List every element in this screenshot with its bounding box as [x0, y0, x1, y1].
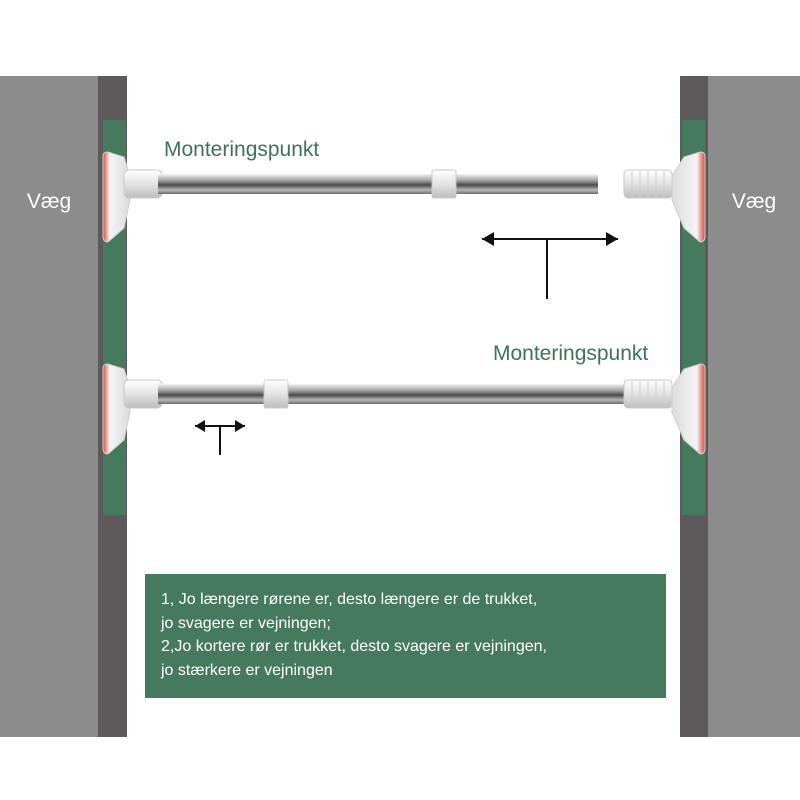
- arrow-left-icon: [482, 232, 494, 246]
- right-wall-green-strip: [682, 120, 705, 515]
- left-wall: [0, 76, 98, 737]
- mount-label-top: Monteringspunkt: [164, 138, 320, 161]
- mount-label-bottom: Monteringspunkt: [493, 342, 649, 365]
- notes-line-1: 1, Jo længere rørene er, desto længere er de trukket,: [161, 591, 538, 608]
- notes-line-4: jo stærkere er vejningen: [161, 661, 333, 679]
- rod-top: [103, 152, 705, 242]
- arrow-left-icon: [195, 420, 205, 432]
- left-wall-green-strip: [103, 120, 126, 515]
- left-wall-label: Væg: [26, 190, 72, 213]
- notes-box: [145, 574, 666, 698]
- arrow-right-icon: [606, 232, 618, 246]
- right-wall: [708, 76, 800, 737]
- rod-bottom: [103, 364, 705, 454]
- arrow-right-icon: [235, 420, 245, 432]
- right-wall-label: Væg: [731, 190, 777, 213]
- notes-line-2: jo svagere er vejningen;: [161, 614, 331, 632]
- notes-line-3: 2,Jo kortere rør er trukket, desto svagere er vejningen,: [161, 638, 547, 655]
